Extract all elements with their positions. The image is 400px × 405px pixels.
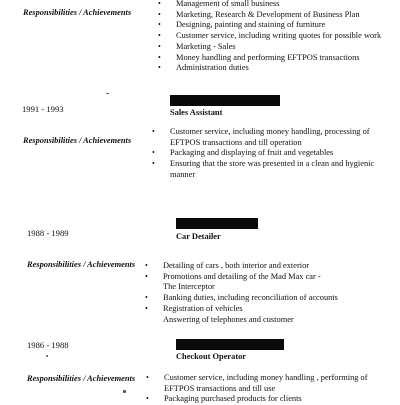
list-item: manner [170,169,196,179]
list-item: Answering of telephones and customer [163,314,294,324]
scan-speck [106,93,109,94]
list-item: EFTPOS transactions and till operation [170,137,302,147]
section1-list [176,0,381,74]
list-item: • Ensuring that the store was presented in a clean and hygienic [170,159,374,170]
list-item: • Money handling and performing EFTPOS transactions [176,53,381,64]
list-item: • Promotions and detailing of the Mad Max car - [163,272,338,283]
years-1988-1989: 1988 - 1989 [27,228,69,238]
section2-list [170,127,374,181]
list-item: EFTPOS transactions and till use [164,383,276,393]
responsibilities-label-4: Responsibilities / Achievements [27,374,136,383]
list-item: • Administration duties [176,63,381,74]
responsibilities-label-1: Responsibilities / Achievements [23,8,132,17]
years-1991-1993: 1991 - 1993 [22,104,64,114]
responsibilities-label-2: Responsibilities / Achievements [23,136,132,145]
years-1986-1988: 1986 - 1988 [27,340,69,350]
scan-speck [123,390,126,393]
list-item: • Packaging purchased products for clients [164,394,368,405]
list-item: • Banking duties, including reconciliation of accounts [163,293,338,304]
redacted-employer-1 [170,95,280,106]
responsibilities-label-3: Responsibilities / Achievements [27,260,136,269]
list-item: • Customer service, including money handling , performing of [164,373,368,384]
list-item: • Customer service, including money handling, processing of [170,127,374,138]
list-item: • Marketing - Sales [176,42,381,53]
section3-list [163,261,338,325]
job-title-sales-assistant: Sales Assistant [170,108,223,117]
list-item: • Designing, painting and staining of furniture [176,20,381,31]
list-item: • Marketing, Research & Development of Business Plan [176,10,381,21]
redacted-employer-2 [176,218,258,229]
list-item: • Registration of vehicles [163,304,338,315]
list-item: • Detailing of cars , both interior and exterior [163,261,338,272]
section4-list [164,373,368,405]
list-item: • Management of small business [176,0,381,10]
list-item: The Interceptor [163,282,215,292]
scan-speck [46,355,48,357]
list-item: • Customer service, including writing quotes for possible work [176,31,381,42]
job-title-car-detailer: Car Detailer [176,232,221,241]
job-title-checkout-operator: Checkout Operator [176,352,247,361]
list-item: • Packaging and displaying of fruit and vegetables [170,148,374,159]
redacted-employer-3 [176,339,284,350]
